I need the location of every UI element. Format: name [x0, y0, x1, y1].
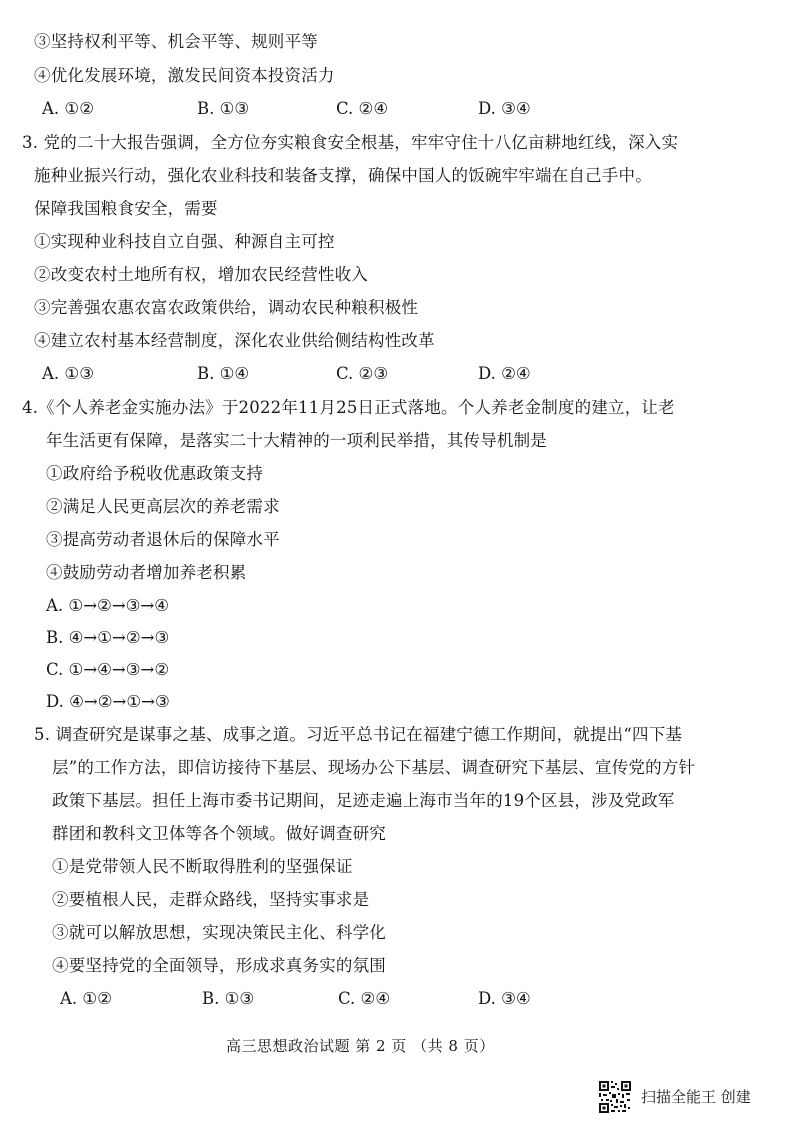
q3-item-1: ①实现种业科技自立自强、种源自主可控	[34, 232, 335, 251]
q2-item-3: ③坚持权利平等、机会平等、规则平等	[34, 32, 318, 51]
q2-option-a: A. ①②	[42, 99, 94, 118]
q5-item-4: ④要坚持党的全面领导，形成求真务实的氛围	[52, 956, 386, 975]
q3-option-b: B. ①④	[197, 364, 250, 383]
scanner-watermark	[598, 1080, 778, 1118]
q5-stem-line-1: 5. 调查研究是谋事之基、成事之道。习近平总书记在福建宁德工作期间，就提出“四下基	[34, 725, 683, 744]
q4-item-2: ②满足人民更高层次的养老需求	[46, 497, 280, 516]
q3-option-d: D. ②④	[478, 364, 531, 383]
q4-option-a: A. ①→②→③→④	[46, 596, 170, 615]
q3-stem-line-2: 施种业振兴行动，强化农业科技和装备支撑，确保中国人的饭碗牢牢端在自己手中。	[34, 166, 652, 185]
q5-stem-line-2: 层”的工作方法，即信访接待下基层、现场办公下基层、调查研究下基层、宣传党的方针	[52, 758, 696, 777]
q2-option-c: C. ②④	[336, 99, 389, 118]
q4-option-b: B. ④→①→②→③	[46, 628, 170, 647]
q2-option-b: B. ①③	[197, 99, 250, 118]
q5-stem-line-3: 政策下基层。担任上海市委书记期间，足迹走遍上海市当年的19个区县，涉及党政军	[52, 791, 675, 810]
q4-item-1: ①政府给予税收优惠政策支持	[46, 464, 264, 483]
q5-item-1: ①是党带领人民不断取得胜利的坚强保证	[52, 857, 353, 876]
q5-option-b: B. ①③	[202, 989, 255, 1008]
q4-option-c: C. ①→④→③→②	[46, 660, 170, 679]
q3-item-4: ④建立农村基本经营制度，深化农业供给侧结构性改革	[34, 331, 435, 350]
q3-item-2: ②改变农村土地所有权，增加农民经营性收入	[34, 265, 368, 284]
q3-item-3: ③完善强农惠农富农政策供给，调动农民种粮积极性	[34, 298, 419, 317]
q4-item-3: ③提高劳动者退休后的保障水平	[46, 530, 280, 549]
q4-item-4: ④鼓励劳动者增加养老积累	[46, 563, 247, 582]
q5-stem-line-4: 群团和教科文卫体等各个领域。做好调查研究	[52, 824, 386, 843]
q3-stem-line-1: 3. 党的二十大报告强调，全方位夯实粮食安全根基，牢牢守住十八亿亩耕地红线，深入实	[22, 133, 679, 152]
q5-option-d: D. ③④	[478, 989, 531, 1008]
q2-option-d: D. ③④	[478, 99, 531, 118]
q5-option-c: C. ②④	[338, 989, 391, 1008]
q5-option-a: A. ①②	[60, 989, 112, 1008]
q4-option-d: D. ④→②→①→③	[46, 692, 170, 711]
page-footer: 高三思想政治试题 第 2 页 （共 8 页）	[226, 1037, 495, 1055]
scanner-label: 扫描全能王 创建	[641, 1088, 751, 1106]
q3-option-a: A. ①③	[42, 364, 94, 383]
q2-item-4: ④优化发展环境，激发民间资本投资活力	[34, 66, 335, 85]
q4-stem-line-1: 4.《个人养老金实施办法》于2022年11月25日正式落地。个人养老金制度的建立，让老	[22, 398, 675, 417]
q3-option-c: C. ②③	[336, 364, 389, 383]
q4-stem-line-2: 年生活更有保障，是落实二十大精神的一项利民举措，其传导机制是	[46, 431, 547, 450]
qr-code-icon	[598, 1080, 632, 1114]
q3-stem-line-3: 保障我国粮食安全，需要	[34, 199, 218, 218]
q5-item-3: ③就可以解放思想，实现决策民主化、科学化	[52, 923, 386, 942]
q5-item-2: ②要植根人民，走群众路线，坚持实事求是	[52, 890, 370, 909]
